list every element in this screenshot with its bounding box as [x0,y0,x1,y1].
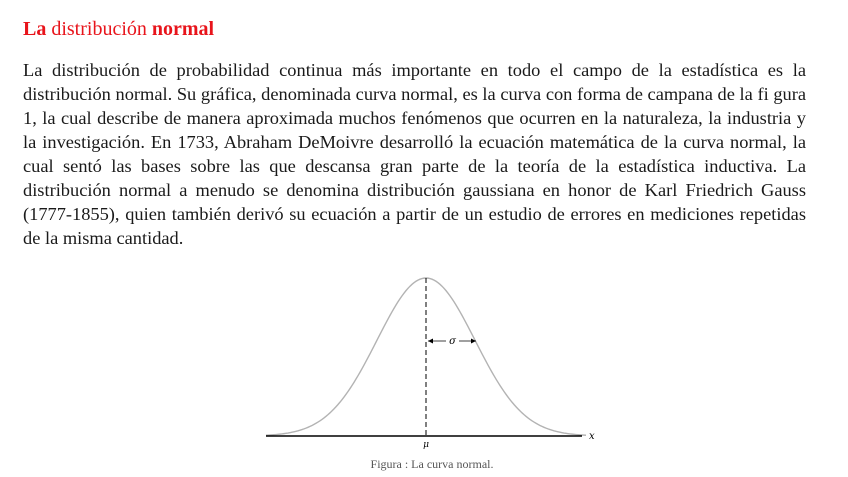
title-middle: distribución [51,18,147,40]
section-title [23,17,214,41]
title-prefix: La [23,18,47,40]
mean-label: μ [423,440,429,450]
title-suffix: normal [151,18,215,40]
sigma-arrowhead-left [428,339,433,344]
axis-label-x: x [589,431,595,442]
body-paragraph: La distribución de probabilidad continua más importante en todo el campo de la estadística es la distribución normal. Su gráfica, denominada curva normal, es la curva con forma de campana de la fi gura 1, la cual describe de manera aproximada muchos fenómenos que ocurren en la naturaleza, la industria y la investigación. En 1733, Abraham DeMoivre desarrolló la ecuación matemática de la curva normal, la cual sentó las bases sobre las que descansa gran parte de la teoría de la estadística inductiva. La distribución normal a menudo se denomina distribución gaussiana en honor de Karl Friedrich Gauss (1777-1855), quien también derivó su ecuación a partir de un estudio de errores en mediciones repetidas de la misma cantidad. [23,60,806,248]
sigma-label: σ [449,336,456,347]
normal-curve-figure [262,270,602,450]
normal-curve-svg [262,270,602,450]
bell-curve [266,278,586,435]
figure-caption: Figura : La curva normal. [370,457,494,471]
